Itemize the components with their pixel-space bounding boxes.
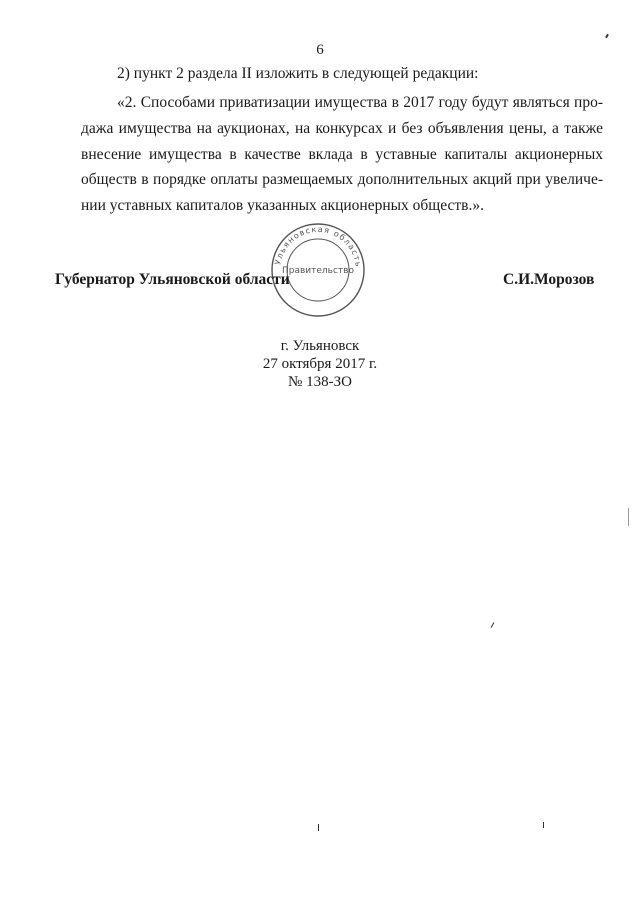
- city: г. Ульяновск: [280, 338, 360, 354]
- paragraph-line-5: нии уставных капиталов указанных акционерных обществ.».: [81, 197, 484, 214]
- date: 27 октября 2017 г.: [262, 356, 378, 372]
- paragraph-line-2: дажа имущества на аукционах, на конкурсах и без объявления цены, а также: [81, 120, 603, 137]
- paragraph-line-4: обществ в порядке оплаты размещаемых дополнительных акций при увеличе-: [81, 171, 603, 188]
- paragraph-line-3: внесение имущества в качестве вклада в уставные капиталы акционерных: [81, 146, 603, 163]
- seal-ring-text: Ульяновская область: [273, 224, 364, 269]
- page-number: 6: [316, 42, 324, 58]
- signature-title: Губернатор Ульяновской области: [55, 271, 290, 288]
- scan-mark: [543, 822, 544, 828]
- paragraph-line-1: «2. Способами приватизации имущества в 2017 году будут являться про-: [117, 94, 603, 111]
- signature-name: С.И.Морозов: [503, 271, 595, 288]
- intro-line: 2) пункт 2 раздела II изложить в следующей редакции:: [117, 65, 479, 82]
- scan-mark: [605, 34, 609, 38]
- official-seal: [268, 220, 368, 320]
- place-date-block: [0, 337, 640, 391]
- scan-mark: [628, 508, 629, 526]
- svg-text:Ульяновская область: [273, 225, 363, 268]
- seal-center-text: Правительство: [282, 266, 354, 276]
- law-number: № 138-ЗО: [288, 374, 352, 390]
- scan-mark: [318, 824, 319, 831]
- scan-mark: [491, 622, 495, 628]
